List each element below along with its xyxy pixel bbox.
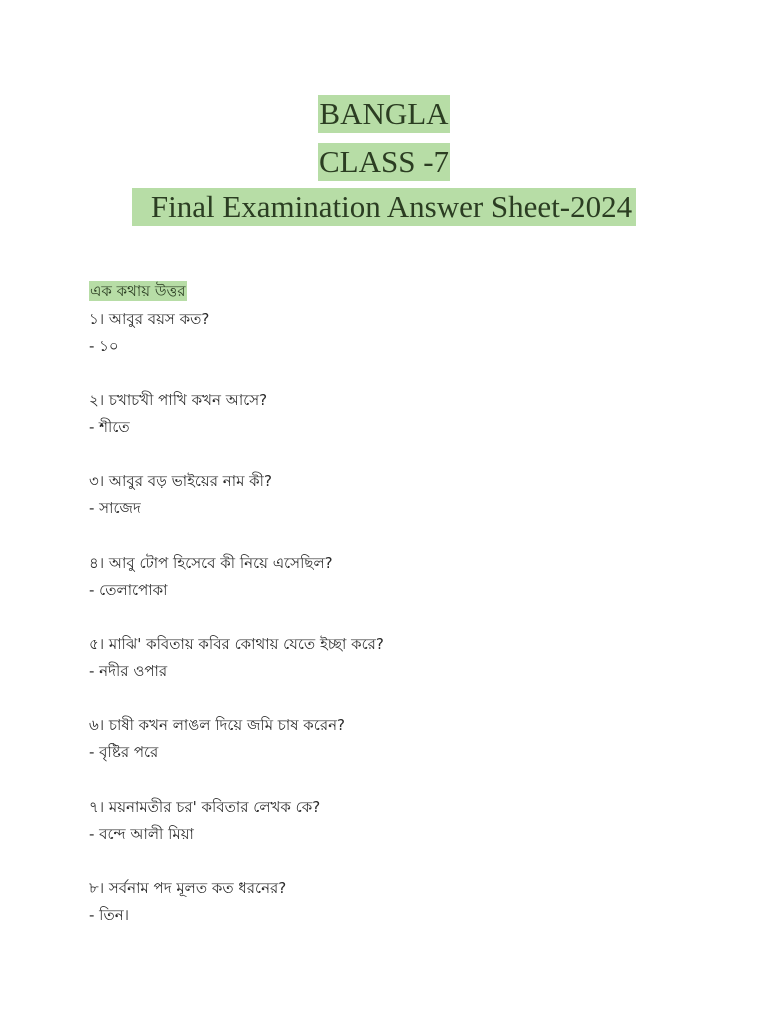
answer-6: - বৃষ্টির পরে: [89, 743, 159, 761]
qa-item-8: [89, 878, 729, 932]
answer-2: - শীতে: [89, 418, 130, 436]
answer-7: - বন্দে আলী মিয়া: [89, 825, 194, 843]
question-7: ৭। ময়নামতীর চর' কবিতার লেখক কে?: [89, 798, 321, 816]
subject-title-text: BANGLA: [319, 96, 449, 131]
section-heading-text: এক কথায় উত্তর: [90, 282, 186, 300]
answer-1: - ১০: [89, 337, 119, 355]
qa-item-6: [89, 715, 729, 769]
qa-item-4: [89, 553, 729, 607]
qa-item-5: [89, 634, 729, 688]
answer-8: - তিন।: [89, 906, 130, 924]
question-2: ২। চখাচখী পাখি কখন আসে?: [89, 391, 268, 409]
question-5: ৫। মাঝি' কবিতায় কবির কোথায় যেতে ইচ্ছা করে?: [89, 635, 384, 653]
class-title: [0, 143, 768, 181]
answer-5: - নদীর ওপার: [89, 662, 168, 680]
question-8: ৮। সর্বনাম পদ মূলত কত ধরনের?: [89, 879, 287, 897]
qa-item-1: [89, 309, 729, 363]
question-6: ৬। চাষী কখন লাঙল দিয়ে জমি চাষ করেন?: [89, 716, 345, 734]
question-4: ৪। আবু টোপ হিসেবে কী নিয়ে এসেছিল?: [89, 554, 333, 572]
qa-item-7: [89, 797, 729, 851]
question-3: ৩। আবুর বড় ভাইয়ের নাম কী?: [89, 472, 272, 490]
answer-4: - তেলাপোকা: [89, 581, 168, 599]
exam-title-text: Final Examination Answer Sheet-2024: [132, 188, 636, 226]
qa-item-3: [89, 471, 729, 525]
subject-title: [0, 95, 768, 133]
answer-3: - সাজেদ: [89, 499, 141, 517]
question-1: ১। আবুর বয়স কত?: [89, 310, 210, 328]
qa-item-2: [89, 390, 729, 444]
exam-title: [0, 188, 768, 226]
section-heading: [89, 281, 187, 301]
class-title-text: CLASS -7: [318, 144, 450, 179]
